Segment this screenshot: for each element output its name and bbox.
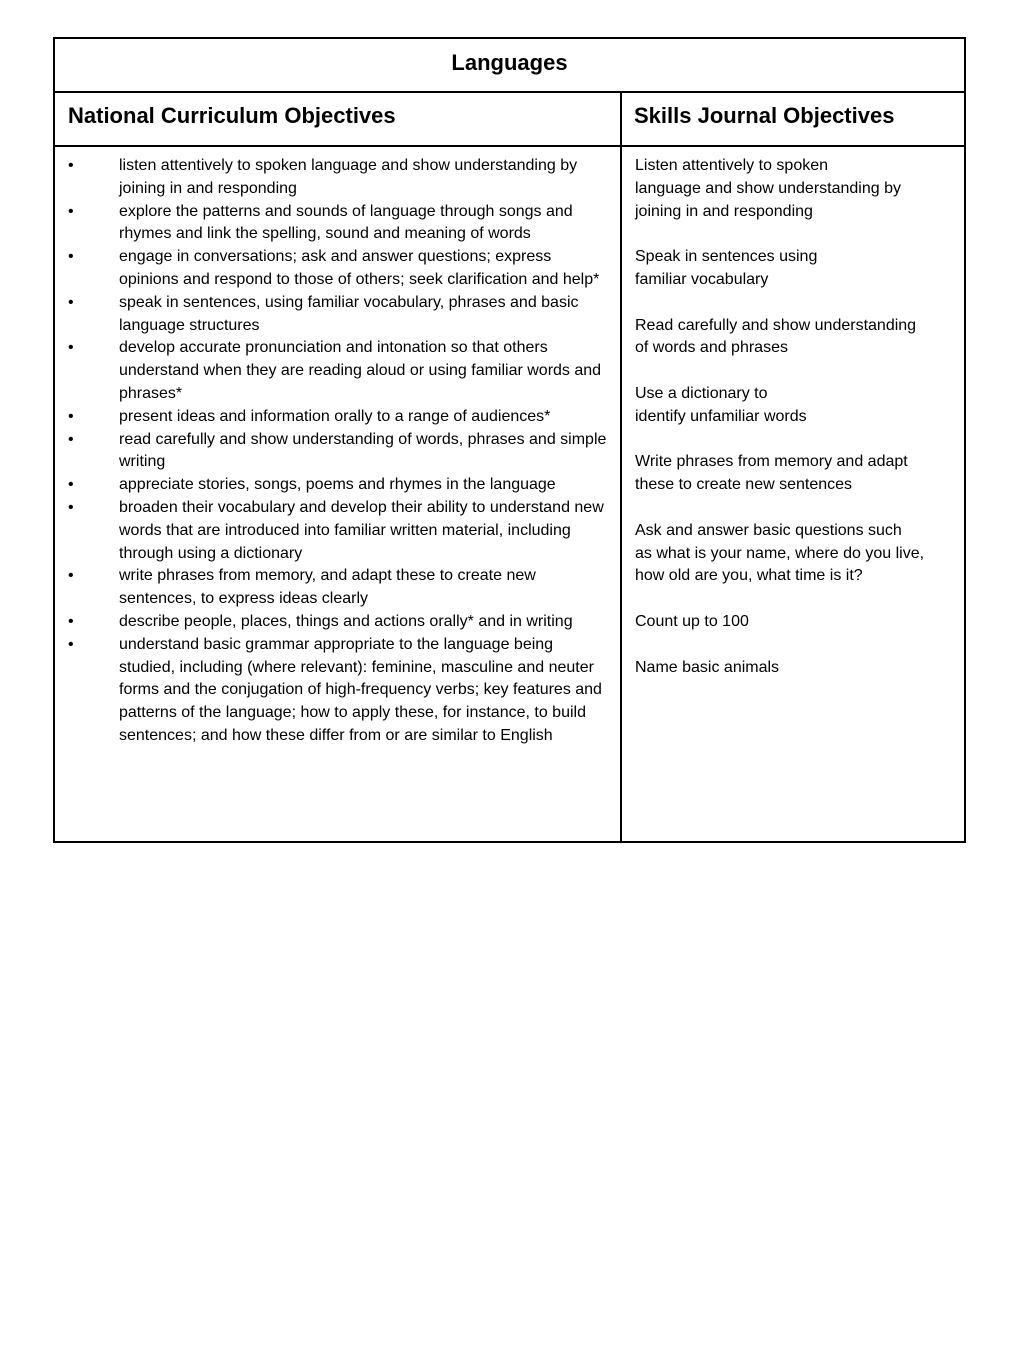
bullet-icon: • xyxy=(68,202,74,220)
bullet-icon: • xyxy=(68,612,74,630)
list-item xyxy=(55,201,620,247)
list-item xyxy=(55,429,620,475)
national-curriculum-list xyxy=(55,155,620,748)
column-header-row xyxy=(55,93,964,147)
bullet-icon: • xyxy=(68,430,74,448)
skills-journal-item: Ask and answer basic questions such as what is your name, where do you live, how old are you, what time is it? xyxy=(635,521,925,585)
list-item xyxy=(55,565,620,611)
skills-journal-item: Speak in sentences using familiar vocabulary xyxy=(635,248,818,288)
list-item-text: speak in sentences, using familiar vocabulary, phrases and basic language structures xyxy=(119,293,579,334)
bullet-icon: • xyxy=(68,339,74,357)
skills-journal-item: Name basic animals xyxy=(635,658,780,676)
list-item-text: understand basic grammar appropriate to the language being studied, including (where relevant): feminine, masculine and neuter forms and the conjugation of high-frequency verbs; key features and patterns of the language; how to apply these, for instance, to build sentences; and how these differ from or are similar to English xyxy=(119,635,602,744)
table-title: Languages xyxy=(451,50,568,75)
list-item-text: present ideas and information orally to a range of audiences* xyxy=(119,407,551,425)
list-item-text: read carefully and show understanding of words, phrases and simple writing xyxy=(119,430,607,471)
national-curriculum-header: National Curriculum Objectives xyxy=(68,103,396,128)
bullet-icon: • xyxy=(68,476,74,494)
list-item xyxy=(55,611,620,634)
list-item-text: write phrases from memory, and adapt these to create new sentences, to express ideas clearly xyxy=(119,567,536,608)
bullet-icon: • xyxy=(68,567,74,585)
column-divider xyxy=(620,93,622,841)
objectives-table xyxy=(53,37,966,843)
table-title-row xyxy=(55,39,964,93)
list-item-text: listen attentively to spoken language and show understanding by joining in and responding xyxy=(119,157,578,197)
bullet-icon: • xyxy=(68,293,74,311)
list-item xyxy=(55,292,620,338)
bullet-icon: • xyxy=(68,157,74,174)
skills-journal-item: Count up to 100 xyxy=(635,612,749,630)
list-item xyxy=(55,246,620,292)
list-item xyxy=(55,406,620,429)
skills-journal-cell xyxy=(635,155,960,702)
list-item-text: describe people, places, things and actions orally* and in writing xyxy=(119,612,573,630)
list-item xyxy=(55,337,620,405)
list-item-text: explore the patterns and sounds of language through songs and rhymes and link the spelling, sound and meaning of words xyxy=(119,202,573,243)
list-item-text: develop accurate pronunciation and intonation so that others understand when they are reading aloud or using familiar words and phrases* xyxy=(119,339,602,402)
bullet-icon: • xyxy=(68,407,74,425)
bullet-icon: • xyxy=(68,248,74,266)
bullet-icon: • xyxy=(68,635,74,653)
skills-journal-item: Listen attentively to spoken language and show understanding by joining in and responding xyxy=(635,157,901,220)
list-item-text: appreciate stories, songs, poems and rhymes in the language xyxy=(119,476,556,494)
national-curriculum-cell xyxy=(55,155,620,748)
bullet-icon: • xyxy=(68,498,74,516)
skills-journal-header: Skills Journal Objectives xyxy=(634,103,895,128)
list-item xyxy=(55,474,620,497)
list-item xyxy=(55,155,620,201)
skills-journal-item: Read carefully and show understanding of words and phrases xyxy=(635,316,917,357)
skills-journal-item: Use a dictionary to identify unfamiliar words xyxy=(635,384,807,425)
list-item xyxy=(55,634,620,748)
list-item xyxy=(55,497,620,565)
list-item-text: engage in conversations; ask and answer questions; express opinions and respond to those of others; seek clarification and help* xyxy=(119,248,600,288)
skills-journal-item: Write phrases from memory and adapt these to create new sentences xyxy=(635,453,908,494)
list-item-text: broaden their vocabulary and develop their ability to understand new words that are introduced into familiar written material, including through using a dictionary xyxy=(119,498,604,562)
